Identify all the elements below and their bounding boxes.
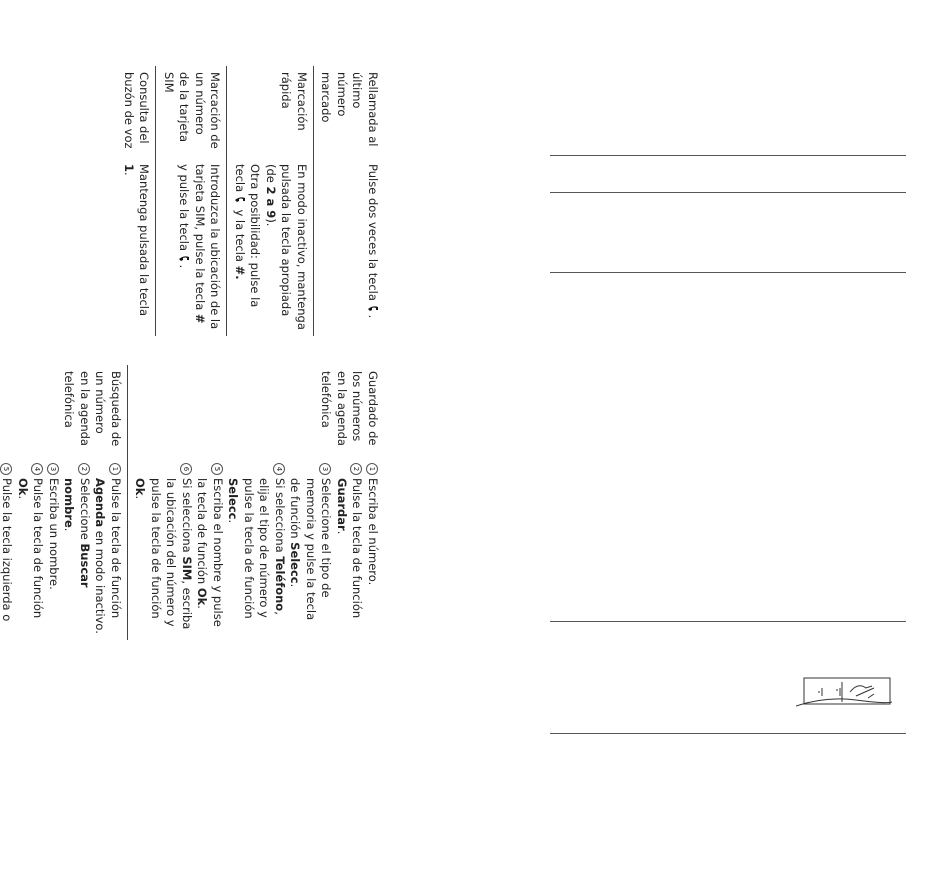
- list-item: 5 Pulse la tecla izquierda o: [0, 463, 15, 634]
- call-key-icon: [234, 196, 246, 206]
- list-item: 3 Escriba un nombre.: [46, 463, 62, 634]
- row-text: Mantenga pulsada la tecla 1.: [117, 158, 157, 336]
- list-item: 5 Escriba el nombre y pulse la tecla de función Ok.: [194, 463, 225, 634]
- call-key-icon: [179, 255, 191, 265]
- table-row: [128, 365, 385, 640]
- divider: [550, 192, 906, 193]
- divider: [550, 733, 906, 734]
- handwritten-mark-icon: [796, 676, 892, 710]
- row-text: Pulse dos veces la tecla .: [366, 164, 380, 319]
- divider: [550, 155, 906, 156]
- list-item: 2 Seleccione Buscar nombre.: [61, 463, 92, 634]
- row-label: Guardado de los números en la agenda telefónica: [319, 371, 380, 446]
- save-steps-list: [132, 463, 380, 634]
- search-steps-list: [0, 463, 123, 634]
- row-text: En modo inactivo, mantenga pulsada la tecla apropiada (de 2 a 9). Otra posibilidad: pulse la tecla y la tecla #.: [227, 158, 314, 336]
- row-label: Marcación de un número de la tarjeta SIM: [156, 66, 227, 158]
- row-label: Consulta del buzón de voz: [117, 66, 157, 158]
- row-label: Rellamada al último número marcado: [319, 72, 380, 147]
- dialing-table: [84, 66, 384, 336]
- row-steps: [128, 457, 385, 640]
- list-item: 4 Si selecciona Teléfono, elija el tipo de número y pulse la tecla de función Selecc.: [225, 463, 287, 634]
- list-item: 3 Seleccione el tipo de memoria y pulse la tecla de función Selecc.: [287, 463, 334, 634]
- divider: [550, 272, 906, 273]
- call-key-icon: [367, 305, 379, 315]
- row-text: Introduzca la ubicación de la tarjeta SIM, pulse la tecla # y pulse la tecla .: [156, 158, 227, 336]
- list-item: 1 Pulse la tecla de función Agenda en modo inactivo.: [92, 463, 123, 634]
- list-item: 6 Si selecciona SIM, escriba la ubicación del número y pulse la tecla de función Ok.: [132, 463, 194, 634]
- divider: [550, 621, 906, 622]
- row-label: Búsqueda de un número en la agenda telefónica: [0, 365, 128, 457]
- table-row: [0, 365, 128, 640]
- table-row: [227, 66, 314, 336]
- row-label: Marcación rápida: [227, 66, 314, 158]
- list-item: 4 Pulse la tecla de función Ok.: [15, 463, 46, 634]
- list-item: 1 Escriba el número.: [365, 463, 381, 634]
- table-row: [117, 66, 157, 336]
- table-row: [314, 66, 385, 336]
- list-item: 2 Pulse la tecla de función Guardar.: [334, 463, 365, 634]
- phonebook-table: [0, 365, 384, 640]
- row-steps: [0, 457, 128, 640]
- table-row: [156, 66, 227, 336]
